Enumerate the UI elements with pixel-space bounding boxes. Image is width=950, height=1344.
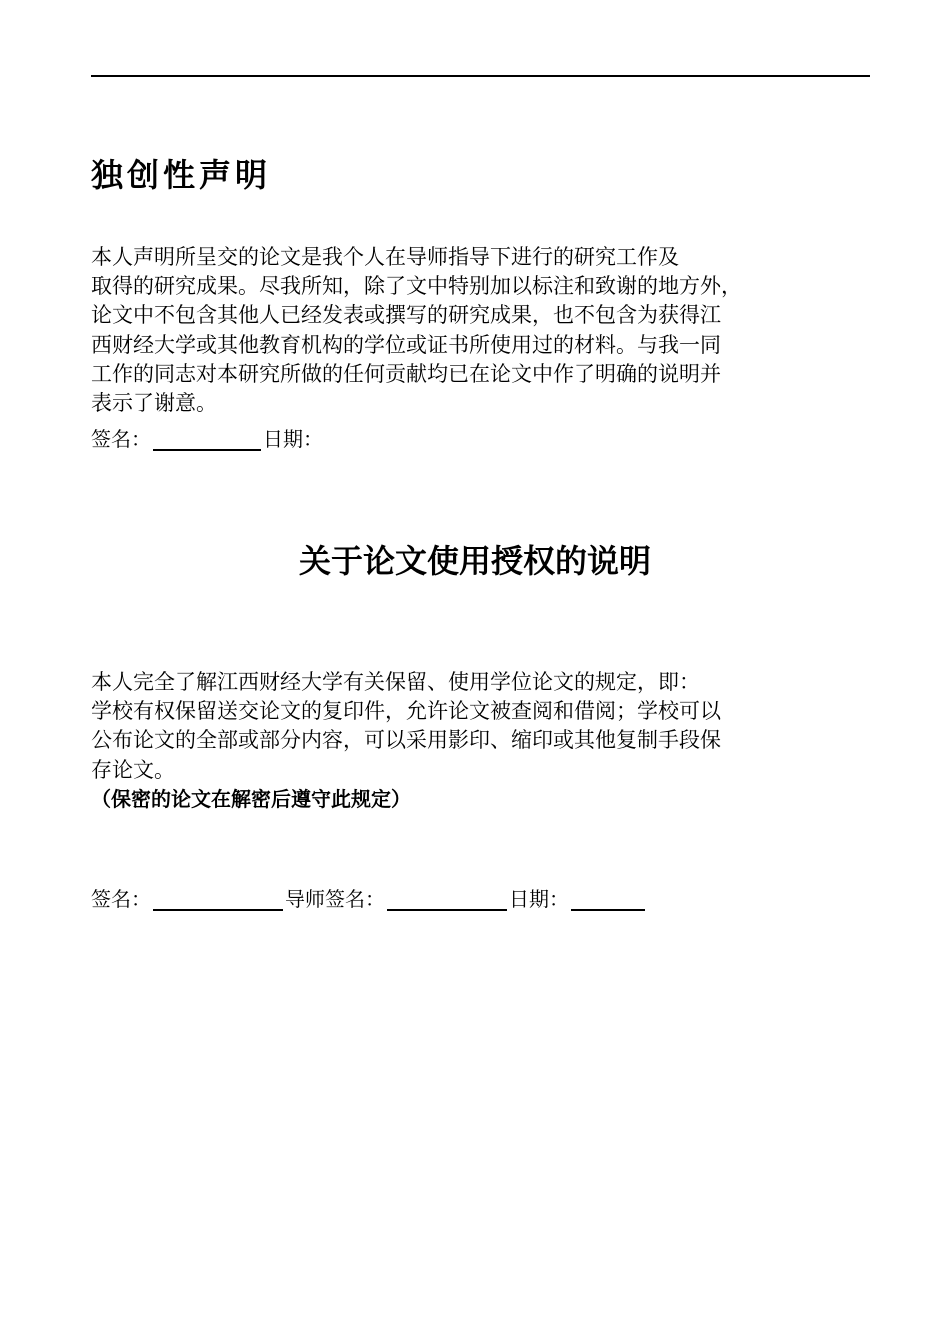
signature-label: 签名： (91, 887, 151, 911)
declaration-line: 表示了谢意。 (91, 391, 217, 416)
authorization-title: 关于论文使用授权的说明 (298, 542, 651, 580)
confidential-note: （保密的论文在解密后遵守此规定） (91, 786, 411, 811)
declaration-line: 西财经大学或其他教育机构的学位或证书所使用过的材料。与我一同 (91, 332, 721, 357)
date-blank[interactable] (571, 889, 645, 911)
signature-label: 签名： (91, 427, 151, 451)
authorization-line: 学校有权保留送交论文的复印件，允许论文被查阅和借阅；学校可以 (91, 699, 721, 724)
signature-blank[interactable] (153, 889, 283, 911)
authorization-signature-row (91, 884, 647, 914)
authorization-line: 存论文。 (91, 757, 175, 782)
header-rule (91, 75, 870, 77)
declaration-title: 独创性声明 (91, 156, 272, 194)
date-label: 日期： (263, 427, 323, 451)
declaration-line: 论文中不包含其他人已经发表或撰写的研究成果，也不包含为获得江 (91, 303, 721, 328)
declaration-body (91, 243, 831, 418)
supervisor-signature-label: 导师签名： (285, 887, 385, 911)
authorization-line: 公布论文的全部或部分内容，可以采用影印、缩印或其他复制手段保 (91, 728, 721, 753)
declaration-line: 工作的同志对本研究所做的任何贡献均已在论文中作了明确的说明并 (91, 361, 721, 386)
signature-blank[interactable] (153, 429, 261, 451)
date-label: 日期： (509, 887, 569, 911)
supervisor-signature-blank[interactable] (387, 889, 507, 911)
declaration-signature-row (91, 424, 323, 454)
declaration-line: 取得的研究成果。尽我所知，除了文中特别加以标注和致谢的地方外， (91, 274, 742, 299)
authorization-line: 本人完全了解江西财经大学有关保留、使用学位论文的规定，即： (91, 670, 700, 694)
authorization-body (91, 668, 831, 814)
declaration-line: 本人声明所呈交的论文是我个人在导师指导下进行的研究工作及 (91, 245, 679, 269)
